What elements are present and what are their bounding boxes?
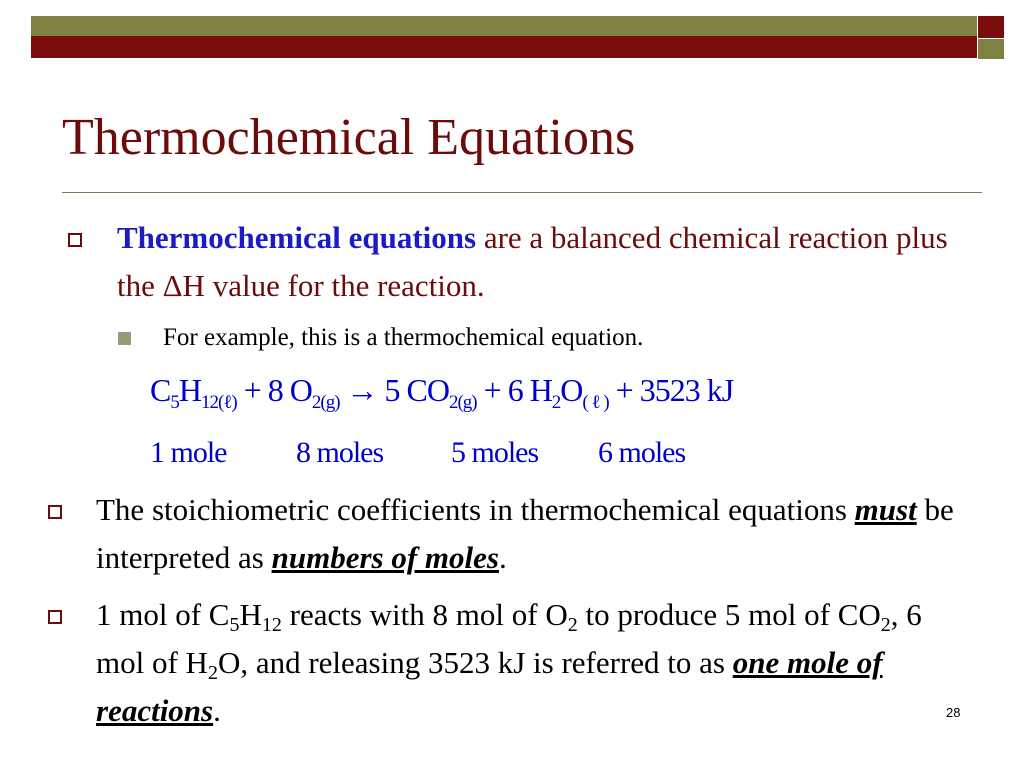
definition-text: are a balanced chemical reaction plus the ΔH value for the reaction. bbox=[117, 220, 948, 303]
slide-title: Thermochemical Equations bbox=[62, 109, 636, 166]
bullet-stoichiometric bbox=[96, 486, 976, 582]
text: , 6 mol of H bbox=[96, 597, 922, 680]
emphasis-numbers-of-moles: numbers of moles bbox=[271, 540, 499, 575]
subscript: 12 bbox=[261, 614, 282, 636]
eq-arrow-co2: → 5 CO bbox=[346, 372, 449, 408]
emphasis-one-mole-of-reactions: one mole of reactions bbox=[96, 645, 883, 728]
eq-c: C bbox=[150, 372, 171, 408]
eq-sub: 2(g) bbox=[311, 392, 340, 413]
text: H bbox=[239, 597, 262, 632]
example-text: For example, this is a thermochemical equation. bbox=[163, 324, 644, 351]
subscript: 2 bbox=[567, 614, 578, 636]
mole-label-1: 1 mole bbox=[150, 436, 227, 469]
page-number: 28 bbox=[946, 705, 961, 720]
text: O, and releasing 3523 kJ is referred to as bbox=[217, 645, 733, 680]
eq-h: H bbox=[178, 372, 201, 408]
eq-sub: 5 bbox=[170, 392, 179, 413]
eq-h2o: + 6 H bbox=[483, 372, 552, 408]
eq-sub: 2(g) bbox=[448, 392, 477, 413]
keyword-thermochemical-equations: Thermochemical equations bbox=[117, 220, 477, 255]
title-divider bbox=[62, 192, 982, 193]
subscript: 2 bbox=[880, 614, 891, 636]
mole-label-2: 8 moles bbox=[296, 436, 384, 469]
eq-o: O bbox=[560, 372, 583, 408]
header-bar-red bbox=[31, 36, 977, 58]
eq-energy: + 3523 kJ bbox=[615, 372, 734, 408]
thermochemical-equation bbox=[150, 372, 734, 413]
corner-block-red bbox=[978, 16, 1004, 38]
text: be interpreted as bbox=[96, 492, 954, 575]
bullet-definition bbox=[117, 214, 987, 310]
hollow-square-bullet-icon bbox=[48, 505, 62, 519]
eq-sub: ( ℓ ) bbox=[582, 392, 609, 413]
text: reacts with 8 mol of O bbox=[281, 597, 568, 632]
bullet-one-mole-of-reactions bbox=[96, 591, 976, 735]
filled-square-bullet-icon bbox=[118, 332, 131, 345]
corner-block-olive bbox=[978, 39, 1004, 59]
mole-label-4: 6 moles bbox=[598, 436, 686, 469]
text: The stoichiometric coefficients in thermochemical equations bbox=[96, 492, 855, 527]
text: 1 mol of C bbox=[96, 597, 230, 632]
hollow-square-bullet-icon bbox=[68, 233, 82, 247]
text: to produce 5 mol of CO bbox=[577, 597, 881, 632]
eq-o2: + 8 O bbox=[243, 372, 312, 408]
mole-label-3: 5 moles bbox=[451, 436, 539, 469]
hollow-square-bullet-icon bbox=[48, 610, 62, 624]
eq-sub: 12(ℓ) bbox=[200, 392, 237, 413]
subscript: 5 bbox=[229, 614, 240, 636]
eq-sub: 2 bbox=[551, 392, 561, 413]
emphasis-must: must bbox=[854, 492, 917, 527]
text: . bbox=[213, 693, 221, 728]
subscript: 2 bbox=[207, 662, 218, 684]
text: . bbox=[498, 540, 507, 575]
